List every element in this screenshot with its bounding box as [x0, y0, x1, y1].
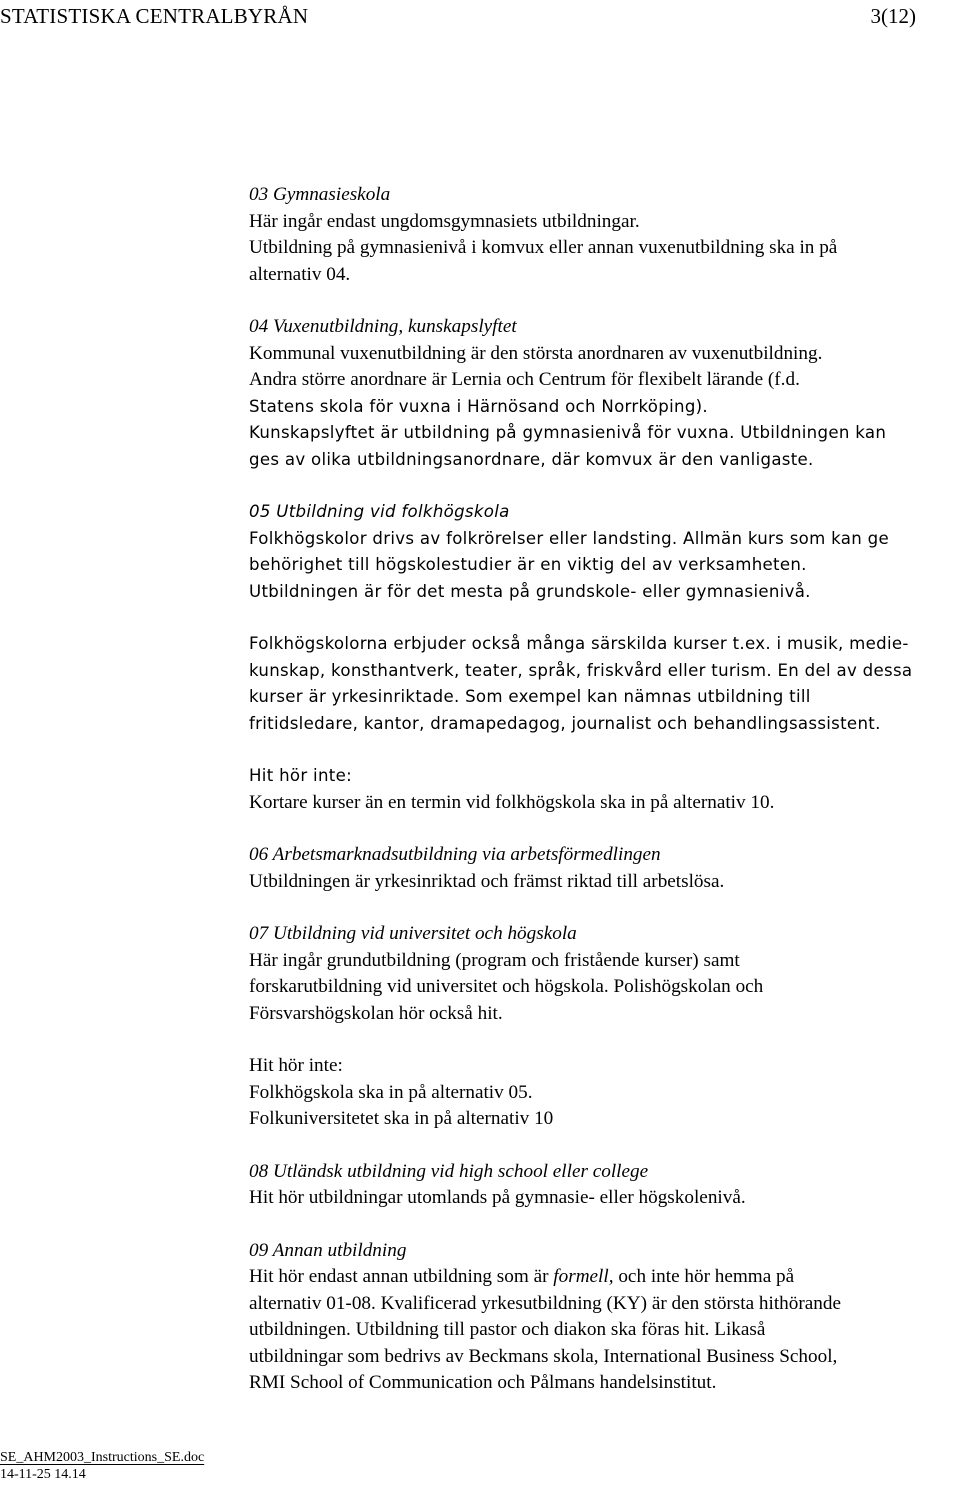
section-04-line: Kommunal vuxenutbildning är den största anordnaren av vuxenutbildning.	[249, 342, 823, 364]
page-footer	[0, 1449, 204, 1483]
section-09-text: och inte hör hemma på	[613, 1266, 795, 1287]
section-09-line: alternativ 01-08. Kvalificerad yrkesutbildning (KY) är den största hithörande	[249, 1292, 841, 1314]
document-body	[249, 182, 959, 1397]
not-included-label: Hit hör inte:	[249, 766, 352, 785]
section-06-line: Utbildningen är yrkesinriktad och främst riktad till arbetslösa.	[249, 870, 725, 892]
not-included-line: Kortare kurser än en termin vid folkhögskola ska in på alternativ 10.	[249, 791, 775, 813]
section-08-line: Hit hör utbildningar utomlands på gymnasie- eller högskolenivå.	[249, 1187, 746, 1208]
section-03-line: alternativ 04.	[249, 263, 351, 285]
header-organization: STATISTISKA CENTRALBYRÅN	[0, 4, 309, 28]
section-05-paragraph-line: Folkhögskolorna erbjuder också många särskilda kurser t.ex. i musik, medie-	[249, 634, 909, 653]
section-title-06: 06 Arbetsmarknadsutbildning via arbetsförmedlingen	[249, 844, 661, 865]
section-title-08: 08 Utländsk utbildning vid high school eller college	[249, 1160, 649, 1182]
section-03-line: Här ingår endast ungdomsgymnasiets utbildningar.	[249, 210, 640, 232]
section-04-line: Andra större anordnare är Lernia och Centrum för flexibelt lärande (f.d.	[249, 369, 800, 390]
section-09-first-line	[249, 1264, 959, 1291]
section-title-09: 09 Annan utbildning	[249, 1239, 407, 1261]
section-04-line: Kunskapslyftet är utbildning på gymnasienivå för vuxna. Utbildningen kan	[249, 423, 887, 442]
section-title-05: 05 Utbildning vid folkhögskola	[249, 502, 510, 521]
section-05-line: Utbildningen är för det mesta på grundskole- eller gymnasienivå.	[249, 581, 811, 601]
section-03-line: Utbildning på gymnasienivå i komvux eller annan vuxenutbildning ska in på	[249, 237, 838, 258]
section-07-line: Försvarshögskolan hör också hit.	[249, 1002, 503, 1024]
section-09-line: utbildningar som bedrivs av Beckmans skola, International Business School,	[249, 1345, 838, 1367]
section-09-line: RMI School of Communication och Pålmans handelsinstitut.	[249, 1372, 717, 1393]
section-04-line: Statens skola för vuxna i Härnösand och Norrköping).	[249, 396, 709, 416]
section-title-07: 07 Utbildning vid universitet och högskola	[249, 923, 577, 944]
not-included-line: Folkhögskola ska in på alternativ 05.	[249, 1081, 533, 1103]
page-header	[0, 2, 960, 32]
section-07-line: forskarutbildning vid universitet och högskola. Polishögskolan och	[249, 976, 764, 997]
section-05-paragraph-line: fritidsledare, kantor, dramapedagog, journalist och behandlingsassistent.	[249, 713, 881, 733]
footer-filename: SE_AHM2003_Instructions_SE.doc	[0, 1450, 205, 1465]
section-05-paragraph-line: kunskap, konsthantverk, teater, språk, friskvård eller turism. En del av dessa	[249, 660, 913, 680]
not-included-label: Hit hör inte:	[249, 1055, 343, 1076]
section-title-03: 03 Gymnasieskola	[249, 184, 391, 205]
section-07-line: Här ingår grundutbildning (program och fristående kurser) samt	[249, 949, 740, 971]
section-title-04: 04 Vuxenutbildning, kunskapslyftet	[249, 316, 517, 337]
header-page-number: 3(12)	[870, 4, 916, 28]
section-04-line: ges av olika utbildningsanordnare, där komvux är den vanligaste.	[249, 449, 814, 469]
section-09-emphasis: formell,	[553, 1266, 614, 1287]
section-09-text: Hit hör endast annan utbildning som är	[249, 1266, 554, 1287]
section-05-paragraph-line: kurser är yrkesinriktade. Som exempel kan nämnas utbildning till	[249, 687, 811, 706]
section-05-line: Folkhögskolor drivs av folkrörelser eller landsting. Allmän kurs som kan ge	[249, 528, 889, 548]
section-05-line: behörighet till högskolestudier är en viktig del av verksamheten.	[249, 555, 807, 574]
section-09-line: utbildningen. Utbildning till pastor och diakon ska föras hit. Likaså	[249, 1319, 766, 1340]
footer-date: 14-11-25 14.14	[0, 1467, 86, 1482]
not-included-line: Folkuniversitetet ska in på alternativ 10	[249, 1108, 554, 1129]
